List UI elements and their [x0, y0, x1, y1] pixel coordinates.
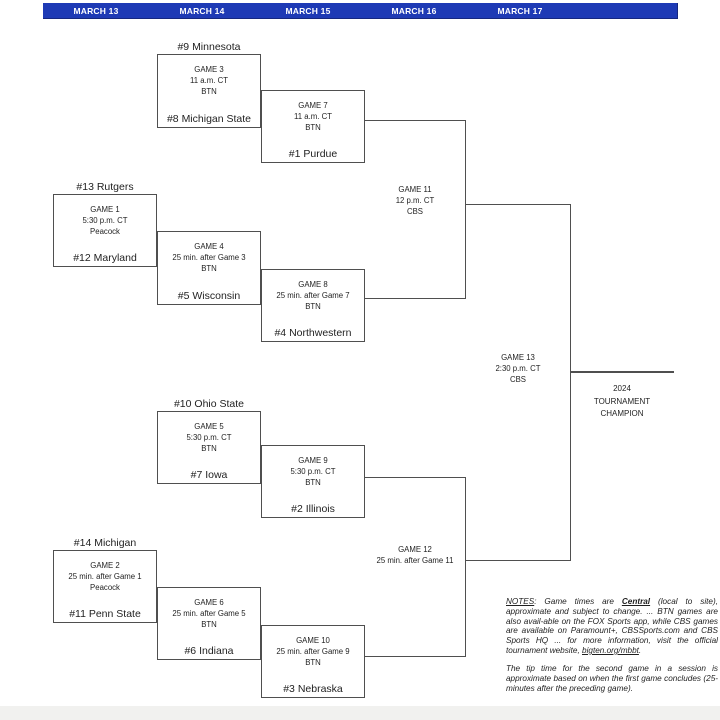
game-3-name: GAME 3	[194, 65, 224, 74]
game-5-info	[158, 421, 260, 454]
team-label-wisconsin: #5 Wisconsin	[177, 290, 241, 302]
game-7-time: 11 a.m. CT	[294, 112, 332, 121]
game-box-6	[157, 587, 261, 660]
game-1-name: GAME 1	[90, 205, 120, 214]
game-9-info	[262, 455, 364, 488]
game-3-network: BTN	[201, 87, 217, 96]
date-label-march-14: MARCH 14	[179, 5, 225, 16]
game-box-8	[261, 269, 365, 342]
game-7-name: GAME 7	[298, 101, 328, 110]
game-2-network: Peacock	[90, 583, 120, 592]
game-box-9	[261, 445, 365, 518]
team-label-minnesota: #9 Minnesota	[177, 41, 241, 53]
game-1-info	[54, 204, 156, 237]
game-box-12	[365, 477, 466, 657]
tournament-website-link[interactable]: bigten.org/mbbt	[582, 645, 639, 655]
game-1-time: 5:30 p.m. CT	[82, 216, 128, 225]
game-8-info	[262, 279, 364, 312]
notes-body-text: (local to site), approximate and subject to change. ... BTN games are also avail-able on the FOX Sports app, while CBS games are available on Paramount+, CBSSports.com and CBS Sports HQ ... for more information, visit the official tournament website,	[506, 597, 718, 655]
game-13-info	[466, 352, 570, 385]
game-11-info	[365, 184, 465, 217]
game-9-time: 5:30 p.m. CT	[290, 467, 336, 476]
game-box-5	[157, 398, 261, 484]
game-11-name: GAME 11	[398, 185, 432, 194]
notes-paragraph-1	[506, 597, 718, 656]
team-label-rutgers: #13 Rutgers	[76, 181, 134, 193]
game-8-name: GAME 8	[298, 280, 328, 289]
game-box-3	[157, 41, 261, 128]
game-box-13	[466, 204, 571, 561]
game-9-network: BTN	[305, 478, 321, 487]
date-label-march-17: MARCH 17	[497, 5, 543, 16]
game-8-time: 25 min. after Game 7	[276, 291, 350, 300]
game-12-name: GAME 12	[398, 545, 432, 554]
game-7-info	[262, 100, 364, 133]
game-6-time: 25 min. after Game 5	[172, 609, 246, 618]
game-10-name: GAME 10	[296, 636, 330, 645]
notes-paragraph-2: The tip time for the second game in a session is approximate based on when the first game concludes (25-minutes after the preceding game).	[506, 664, 718, 693]
champion-year: 2024	[613, 384, 631, 393]
team-label-illinois: #2 Illinois	[291, 503, 335, 515]
champion-connector-line	[571, 371, 674, 373]
team-label-penn-state: #11 Penn State	[69, 608, 141, 620]
game-1-network: Peacock	[90, 227, 120, 236]
notes-period: .	[638, 645, 642, 655]
game-5-time: 5:30 p.m. CT	[186, 433, 232, 442]
game-4-time: 25 min. after Game 3	[172, 253, 246, 262]
date-header-bar	[43, 3, 678, 19]
game-13-time: 2:30 p.m. CT	[495, 364, 541, 373]
game-3-time: 11 a.m. CT	[190, 76, 228, 85]
game-10-time: 25 min. after Game 9	[276, 647, 350, 656]
champion-word-tournament: TOURNAMENT	[593, 396, 651, 406]
game-box-2	[53, 537, 157, 623]
notes-lead-text: : Game times are	[534, 597, 622, 606]
game-box-1	[53, 181, 157, 267]
team-label-northwestern: #4 Northwestern	[274, 327, 352, 339]
team-label-iowa: #7 Iowa	[190, 469, 228, 481]
date-label-march-13: MARCH 13	[73, 5, 119, 16]
team-label-nebraska: #3 Nebraska	[283, 683, 343, 695]
notes-central-emphasis: Central	[621, 597, 651, 606]
game-box-10	[261, 625, 365, 698]
team-label-indiana: #6 Indiana	[184, 645, 234, 657]
team-label-purdue: #1 Purdue	[288, 148, 338, 160]
game-8-network: BTN	[305, 302, 321, 311]
game-6-name: GAME 6	[194, 598, 224, 607]
date-label-march-16: MARCH 16	[391, 5, 437, 16]
page-bottom-margin	[0, 706, 720, 720]
game-4-network: BTN	[201, 264, 217, 273]
game-13-network: CBS	[509, 375, 527, 384]
team-label-ohio-state: #10 Ohio State	[173, 398, 245, 410]
game-6-network: BTN	[201, 620, 217, 629]
date-label-march-15: MARCH 15	[285, 5, 331, 16]
game-5-name: GAME 5	[194, 422, 224, 431]
game-7-network: BTN	[305, 123, 321, 132]
team-label-michigan-state: #8 Michigan State	[166, 113, 252, 125]
game-4-info	[158, 241, 260, 274]
game-box-4	[157, 231, 261, 305]
game-12-info	[365, 544, 465, 566]
game-3-info	[158, 64, 260, 97]
game-2-name: GAME 2	[90, 561, 120, 570]
champion-word-champion: CHAMPION	[600, 409, 644, 418]
game-6-info	[158, 597, 260, 630]
champion-label	[569, 383, 675, 421]
game-4-name: GAME 4	[194, 242, 224, 251]
game-2-time: 25 min. after Game 1	[68, 572, 142, 581]
game-9-name: GAME 9	[298, 456, 328, 465]
notes-block	[506, 597, 718, 694]
game-11-network: CBS	[406, 207, 424, 216]
game-11-time: 12 p.m. CT	[395, 196, 435, 205]
team-label-michigan: #14 Michigan	[73, 537, 137, 549]
team-label-maryland: #12 Maryland	[73, 252, 137, 264]
game-box-7	[261, 90, 365, 163]
game-12-time: 25 min. after Game 11	[376, 556, 454, 565]
game-2-info	[54, 560, 156, 593]
game-13-name: GAME 13	[501, 353, 535, 362]
game-10-network: BTN	[305, 658, 321, 667]
game-box-11	[365, 120, 466, 299]
notes-label: NOTES	[506, 597, 535, 606]
game-5-network: BTN	[201, 444, 217, 453]
game-10-info	[262, 635, 364, 668]
